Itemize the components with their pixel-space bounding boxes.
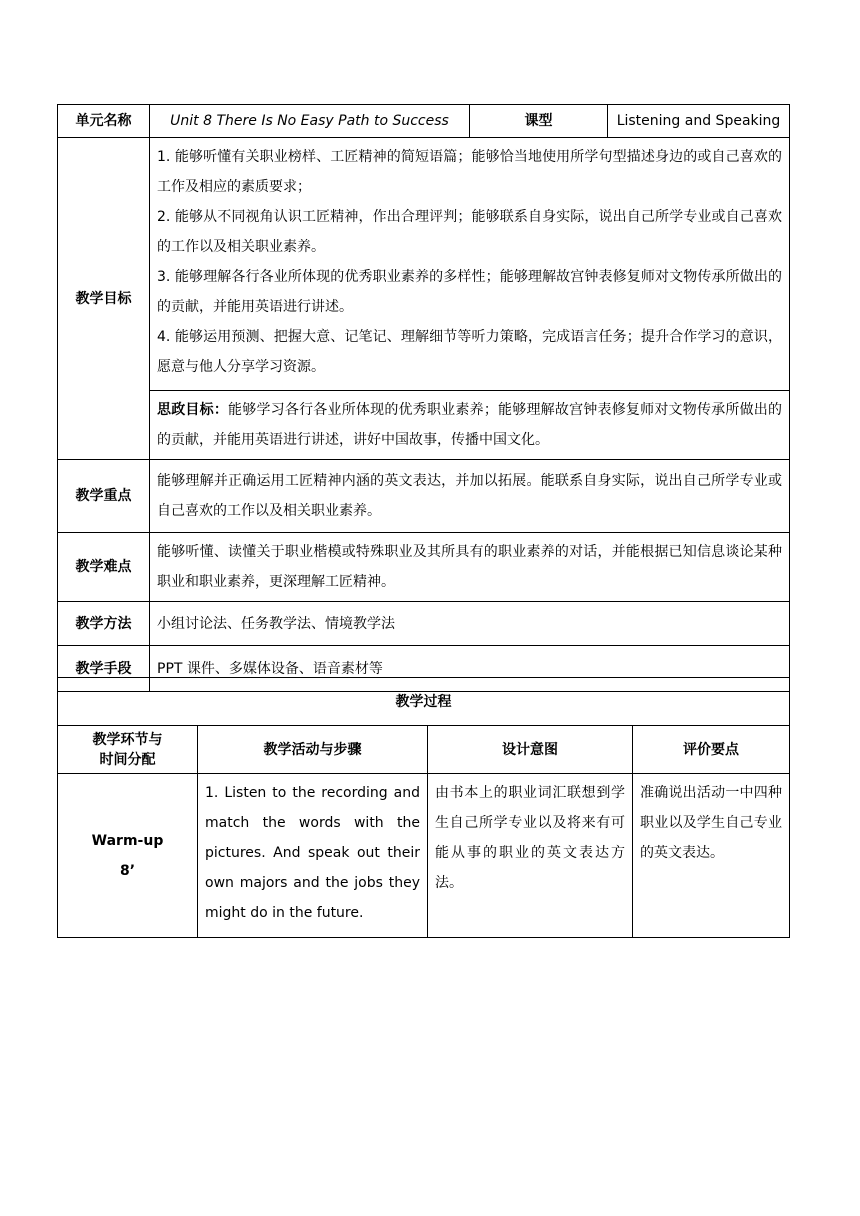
- teaching-process-table: [57, 677, 790, 938]
- unit-name-value: Unit 8 There Is No Easy Path to Success: [150, 105, 470, 138]
- col-intent-header: 设计意图: [428, 726, 633, 774]
- col-stage-header: [58, 726, 198, 774]
- intent-cell: 由书本上的职业词汇联想到学生自己所学专业以及将来有可能从事的职业的英文表达方法。: [428, 774, 633, 938]
- lesson-type-value: Listening and Speaking: [608, 105, 790, 138]
- methods-text: 小组讨论法、任务教学法、情境教学法: [150, 602, 790, 646]
- col-activity-header: 教学活动与步骤: [198, 726, 428, 774]
- means-label: 教学手段: [58, 646, 150, 692]
- objectives-label: 教学目标: [58, 138, 150, 460]
- objective-item: 1. 能够听懂有关职业榜样、工匠精神的简短语篇；能够恰当地使用所学句型描述身边的或自己喜欢的工作及相应的素质要求；: [157, 149, 782, 195]
- ideology-label: 思政目标：: [157, 402, 229, 418]
- key-points-label: 教学重点: [58, 460, 150, 533]
- ideology-objective: [150, 391, 790, 460]
- stage-cell: [58, 774, 198, 938]
- lesson-info-table: [57, 104, 790, 692]
- objective-item: 3. 能够理解各行各业所体现的优秀职业素养的多样性；能够理解故宫钟表修复师对文物传承所做出的的贡献，并能用英语进行讲述。: [157, 269, 782, 315]
- ideology-text: 能够学习各行各业所体现的优秀职业素养；能够理解故宫钟表修复师对文物传承所做出的的贡献，并能用英语进行讲述，讲好中国故事，传播中国文化。: [157, 402, 782, 448]
- eval-cell: 准确说出活动一中四种职业以及学生自己专业的英文表达。: [633, 774, 790, 938]
- key-points-text: 能够理解并正确运用工匠精神内涵的英文表达，并加以拓展。能联系自身实际，说出自己所学专业或自己喜欢的工作以及相关职业素养。: [150, 460, 790, 533]
- col-stage-line2: 时间分配: [99, 751, 156, 768]
- objective-item: 4. 能够运用预测、把握大意、记笔记、理解细节等听力策略，完成语言任务；提升合作学习的意识，愿意与他人分享学习资源。: [157, 329, 782, 375]
- difficulties-text: 能够听懂、读懂关于职业楷模或特殊职业及其所具有的职业素养的对话，并能根据已知信息谈论某种职业和职业素养，更深理解工匠精神。: [150, 533, 790, 602]
- col-stage-line1: 教学环节与: [92, 731, 163, 748]
- col-eval-header: 评价要点: [633, 726, 790, 774]
- stage-name: Warm-up: [91, 832, 164, 849]
- stage-time: 8’: [119, 862, 136, 879]
- methods-label: 教学方法: [58, 602, 150, 646]
- means-text: PPT 课件、多媒体设备、语音素材等: [150, 646, 790, 692]
- lesson-type-label: 课型: [470, 105, 608, 138]
- objective-item: 2. 能够从不同视角认识工匠精神，作出合理评判；能够联系自身实际，说出自己所学专业或自己喜欢的工作以及相关职业素养。: [157, 209, 782, 255]
- unit-name-label: 单元名称: [58, 105, 150, 138]
- table-row: [58, 774, 790, 938]
- activity-cell: 1. Listen to the recording and match the words with the pictures. And speak out their own majors and the jobs they might do in the future.: [198, 774, 428, 938]
- difficulties-label: 教学难点: [58, 533, 150, 602]
- objectives-list: [150, 138, 790, 391]
- process-title: 教学过程: [58, 678, 790, 726]
